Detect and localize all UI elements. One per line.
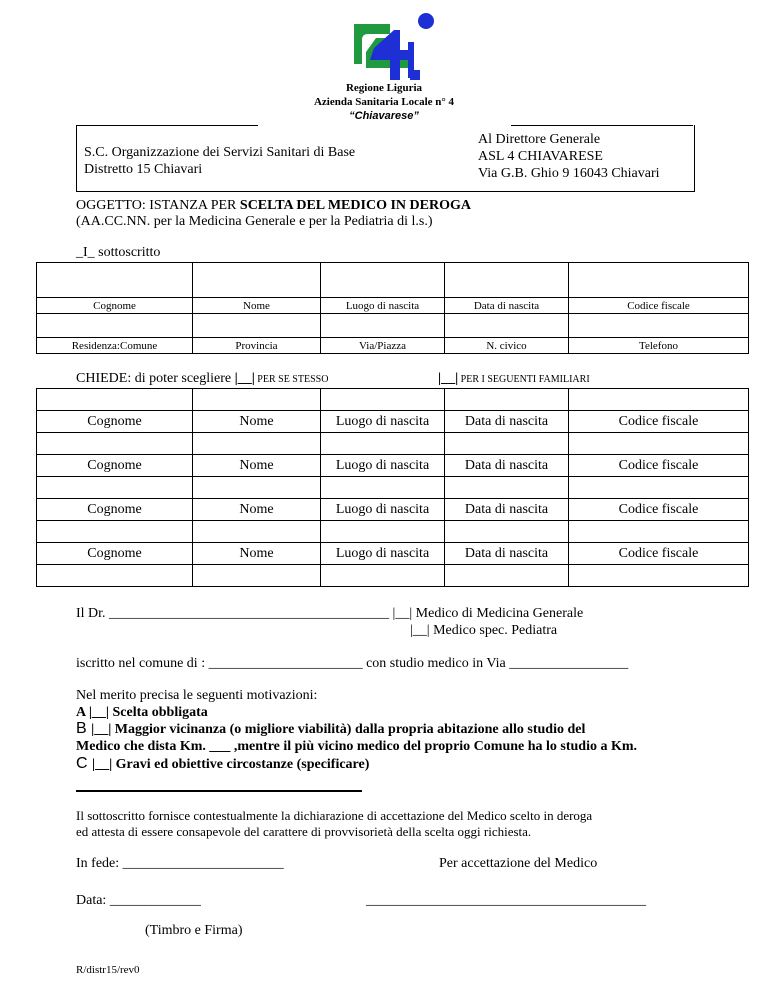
family-label: Luogo di nascita: [321, 411, 445, 433]
request-label: CHIEDE: di poter scegliere: [76, 371, 235, 386]
family-option-label: PER I SEGUENTI FAMILIARI: [458, 374, 590, 385]
family-input-cell[interactable]: [37, 389, 193, 411]
nome-label: Nome: [193, 298, 321, 314]
data-nascita-input[interactable]: [445, 263, 569, 298]
family-input-cell[interactable]: [569, 389, 749, 411]
civico-input[interactable]: [445, 314, 569, 338]
personal-data-table: [36, 262, 749, 354]
provincia-input[interactable]: [193, 314, 321, 338]
via-label: Via/Piazza: [321, 338, 445, 354]
family-label: Codice fiscale: [569, 411, 749, 433]
acceptance-label: Per accettazione del Medico: [439, 856, 598, 871]
via-input[interactable]: [321, 314, 445, 338]
codice-fiscale-label: Codice fiscale: [569, 298, 749, 314]
motivation-c-letter: C: [76, 755, 92, 772]
region-name: Regione Liguria: [345, 82, 423, 94]
family-input-cell[interactable]: [321, 433, 445, 455]
telefono-label: Telefono: [569, 338, 749, 354]
cognome-label: Cognome: [37, 298, 193, 314]
stamp-label: (Timbro e Firma): [145, 923, 243, 938]
family-label: Codice fiscale: [569, 543, 749, 565]
family-label: Cognome: [37, 543, 193, 565]
family-label: Data di nascita: [445, 543, 569, 565]
self-option-label: PER SE STESSO: [254, 374, 329, 385]
family-label: Luogo di nascita: [321, 543, 445, 565]
family-input-cell[interactable]: [569, 565, 749, 587]
declaration-line2: ed attesta di essere consapevole del carattere di provvisorietà della scelta oggi richiesta.: [76, 824, 532, 839]
enrolled-line: iscritto nel comune di : ______________________ con studio medico in Via _________________: [76, 656, 629, 671]
family-label: Codice fiscale: [569, 499, 749, 521]
asl-subname: “Chiavarese”: [349, 110, 419, 122]
family-label: Codice fiscale: [569, 455, 749, 477]
family-label: Luogo di nascita: [321, 455, 445, 477]
family-option: [438, 370, 590, 388]
family-input-cell[interactable]: [37, 477, 193, 499]
luogo-nascita-input[interactable]: [321, 263, 445, 298]
motivations-intro: Nel merito precisa le seguenti motivazioni:: [76, 688, 318, 703]
specify-rule[interactable]: [76, 790, 362, 792]
recipient-line3: Via G.B. Ghio 9 16043 Chiavari: [478, 166, 660, 181]
family-label: Luogo di nascita: [321, 499, 445, 521]
family-checkbox[interactable]: |__|: [438, 371, 459, 386]
family-input-cell[interactable]: [445, 477, 569, 499]
doctor-pediatra-option[interactable]: |__| Medico spec. Pediatra: [410, 623, 558, 638]
family-input-cell[interactable]: [445, 565, 569, 587]
motivation-c[interactable]: [76, 755, 369, 773]
family-input-cell[interactable]: [193, 521, 321, 543]
family-input-cell[interactable]: [193, 389, 321, 411]
family-input-cell[interactable]: [321, 389, 445, 411]
date-field[interactable]: Data: _____________: [76, 893, 201, 908]
family-label: Cognome: [37, 499, 193, 521]
family-input-cell[interactable]: [193, 477, 321, 499]
family-input-cell[interactable]: [321, 477, 445, 499]
recipient-line2: ASL 4 CHIAVARESE: [478, 149, 603, 164]
family-input-cell[interactable]: [321, 565, 445, 587]
subject-line2: (AA.CC.NN. per la Medicina Generale e per la Pediatria di l.s.): [76, 214, 433, 229]
family-input-cell[interactable]: [193, 433, 321, 455]
in-fede-field[interactable]: In fede: _______________________: [76, 856, 284, 871]
family-input-cell[interactable]: [445, 389, 569, 411]
motivation-b-text2: Medico che dista Km. ___ ,mentre il più vicino medico del proprio Comune ha lo studio a Km.: [76, 739, 638, 754]
motivation-b[interactable]: [76, 720, 696, 738]
nome-input[interactable]: [193, 263, 321, 298]
family-input-cell[interactable]: [569, 433, 749, 455]
family-input-cell[interactable]: [37, 565, 193, 587]
luogo-nascita-label: Luogo di nascita: [321, 298, 445, 314]
subject-prefix: OGGETTO: ISTANZA PER: [76, 198, 240, 213]
family-label: Nome: [193, 411, 321, 433]
motivation-b-letter: B: [76, 720, 92, 737]
codice-fiscale-input[interactable]: [569, 263, 749, 298]
family-label: Data di nascita: [445, 499, 569, 521]
family-input-cell[interactable]: [37, 521, 193, 543]
family-label: Nome: [193, 455, 321, 477]
comune-label: Residenza:Comune: [37, 338, 193, 354]
subject-bold: SCELTA DEL MEDICO IN DEROGA: [239, 198, 471, 213]
family-label: Data di nascita: [445, 455, 569, 477]
family-input-cell[interactable]: [445, 433, 569, 455]
request-line: [76, 370, 328, 388]
provincia-label: Provincia: [193, 338, 321, 354]
doctor-signature-line[interactable]: ________________________________________: [366, 893, 646, 908]
declaration-line1: Il sottoscritto fornisce contestualmente la dichiarazione di accettazione del Medico scelto in deroga: [76, 808, 593, 823]
self-checkbox[interactable]: |__|: [234, 371, 255, 386]
family-label: Nome: [193, 499, 321, 521]
cognome-input[interactable]: [37, 263, 193, 298]
asl-name: Azienda Sanitaria Locale n° 4: [313, 96, 455, 108]
family-label: Cognome: [37, 411, 193, 433]
doctor-line: Il Dr. ________________________________________ |__| Medico di Medicina Generale: [76, 606, 584, 621]
civico-label: N. civico: [445, 338, 569, 354]
recipient-line1: Al Direttore Generale: [478, 132, 601, 147]
asl4-logo: [346, 12, 440, 82]
comune-input[interactable]: [37, 314, 193, 338]
family-input-cell[interactable]: [321, 521, 445, 543]
family-input-cell[interactable]: [569, 521, 749, 543]
family-label: Cognome: [37, 455, 193, 477]
family-input-cell[interactable]: [193, 565, 321, 587]
motivation-b-text: |__| Maggior vicinanza (o migliore viabilità) dalla propria abitazione allo studio del: [91, 722, 586, 737]
telefono-input[interactable]: [569, 314, 749, 338]
family-label: Data di nascita: [445, 411, 569, 433]
sender-line2: Distretto 15 Chiavari: [84, 162, 203, 177]
motivation-c-text: |__| Gravi ed obiettive circostanze (specificare): [92, 757, 370, 772]
footer-code: R/distr15/rev0: [76, 964, 140, 976]
family-input-cell[interactable]: [37, 433, 193, 455]
data-nascita-label: Data di nascita: [445, 298, 569, 314]
family-table: [36, 388, 749, 587]
family-input-cell[interactable]: [569, 477, 749, 499]
family-label: Nome: [193, 543, 321, 565]
subject-line1: [76, 197, 471, 214]
sender-line1: S.C. Organizzazione dei Servizi Sanitari di Base: [84, 145, 356, 160]
undersigned-label: _I_ sottoscritto: [76, 245, 161, 260]
motivation-a[interactable]: A |__| Scelta obbligata: [76, 705, 208, 720]
family-input-cell[interactable]: [445, 521, 569, 543]
